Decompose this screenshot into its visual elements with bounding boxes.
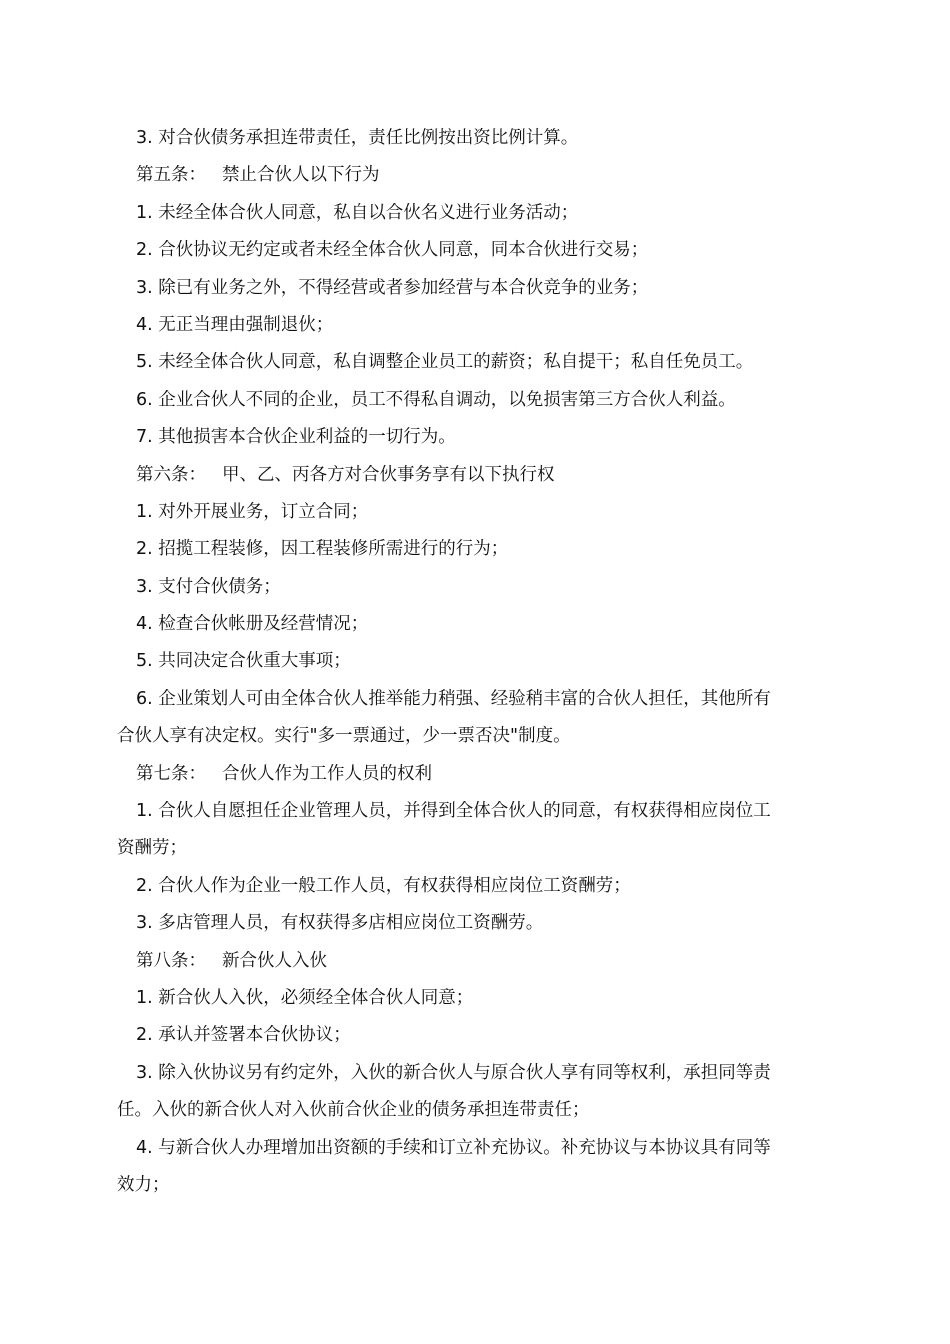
paragraph-line: 1. 对外开展业务，订立合同； — [136, 501, 369, 522]
paragraph-line: 合伙人享有决定权。实行"多一票通过，少一票否决"制度。 — [117, 726, 571, 747]
paragraph-line: 2. 承认并签署本合伙协议； — [136, 1025, 351, 1046]
article-title: 合伙人作为工作人员的权利 — [222, 763, 432, 784]
article-title: 新合伙人入伙 — [222, 950, 327, 971]
paragraph-line: 4. 无正当理由强制退伙； — [136, 314, 334, 335]
paragraph-line: 6. 企业策划人可由全体合伙人推举能力稍强、经验稍丰富的合伙人担任，其他所有 — [136, 688, 771, 709]
article-heading — [117, 943, 835, 980]
article-number: 第五条： — [136, 165, 206, 186]
paragraph-line: 1. 新合伙人入伙，必须经全体合伙人同意； — [136, 987, 474, 1008]
paragraph-line: 6. 企业合伙人不同的企业，员工不得私自调动，以免损害第三方合伙人利益。 — [136, 389, 736, 410]
paragraph-line: 7. 其他损害本合伙企业利益的一切行为。 — [136, 427, 456, 448]
article-heading — [117, 457, 835, 494]
paragraph-line: 2. 招揽工程装修，因工程装修所需进行的行为； — [136, 539, 509, 560]
document-body — [117, 120, 835, 1204]
paragraph-line: 1. 未经全体合伙人同意，私自以合伙名义进行业务活动； — [136, 202, 579, 223]
paragraph-line: 3. 多店管理人员，有权获得多店相应岗位工资酬劳。 — [136, 913, 544, 934]
article-heading — [117, 157, 835, 194]
article-number: 第八条： — [136, 950, 206, 971]
paragraph-line: 2. 合伙人作为企业一般工作人员，有权获得相应岗位工资酬劳； — [136, 875, 631, 896]
paragraph-line: 任。入伙的新合伙人对入伙前合伙企业的债务承担连带责任； — [117, 1100, 590, 1121]
paragraph-line: 3. 支付合伙债务； — [136, 576, 281, 597]
article-number: 第七条： — [136, 763, 206, 784]
paragraph-line: 5. 共同决定合伙重大事项； — [136, 651, 351, 672]
paragraph-line: 3. 除入伙协议另有约定外，入伙的新合伙人与原合伙人享有同等权利，承担同等责 — [136, 1062, 771, 1083]
paragraph-line: 效力； — [117, 1174, 170, 1195]
article-title: 甲、乙、丙各方对合伙事务享有以下执行权 — [222, 464, 555, 485]
paragraph-line: 2. 合伙协议无约定或者未经全体合伙人同意，同本合伙进行交易； — [136, 240, 649, 261]
paragraph-line: 3. 除已有业务之外，不得经营或者参加经营与本合伙竞争的业务； — [136, 277, 649, 298]
paragraph-line: 4. 检查合伙帐册及经营情况； — [136, 614, 369, 635]
paragraph-line: 5. 未经全体合伙人同意，私自调整企业员工的薪资；私自提干；私自任免员工。 — [136, 352, 754, 373]
article-number: 第六条： — [136, 464, 206, 485]
paragraph-line: 4. 与新合伙人办理增加出资额的手续和订立补充协议。补充协议与本协议具有同等 — [136, 1137, 771, 1158]
paragraph-line: 资酬劳； — [117, 838, 187, 859]
article-title: 禁止合伙人以下行为 — [222, 165, 380, 186]
article-heading — [117, 756, 835, 793]
paragraph-line: 3. 对合伙债务承担连带责任，责任比例按出资比例计算。 — [136, 128, 579, 148]
paragraph-line: 1. 合伙人自愿担任企业管理人员，并得到全体合伙人的同意，有权获得相应岗位工 — [136, 801, 771, 822]
